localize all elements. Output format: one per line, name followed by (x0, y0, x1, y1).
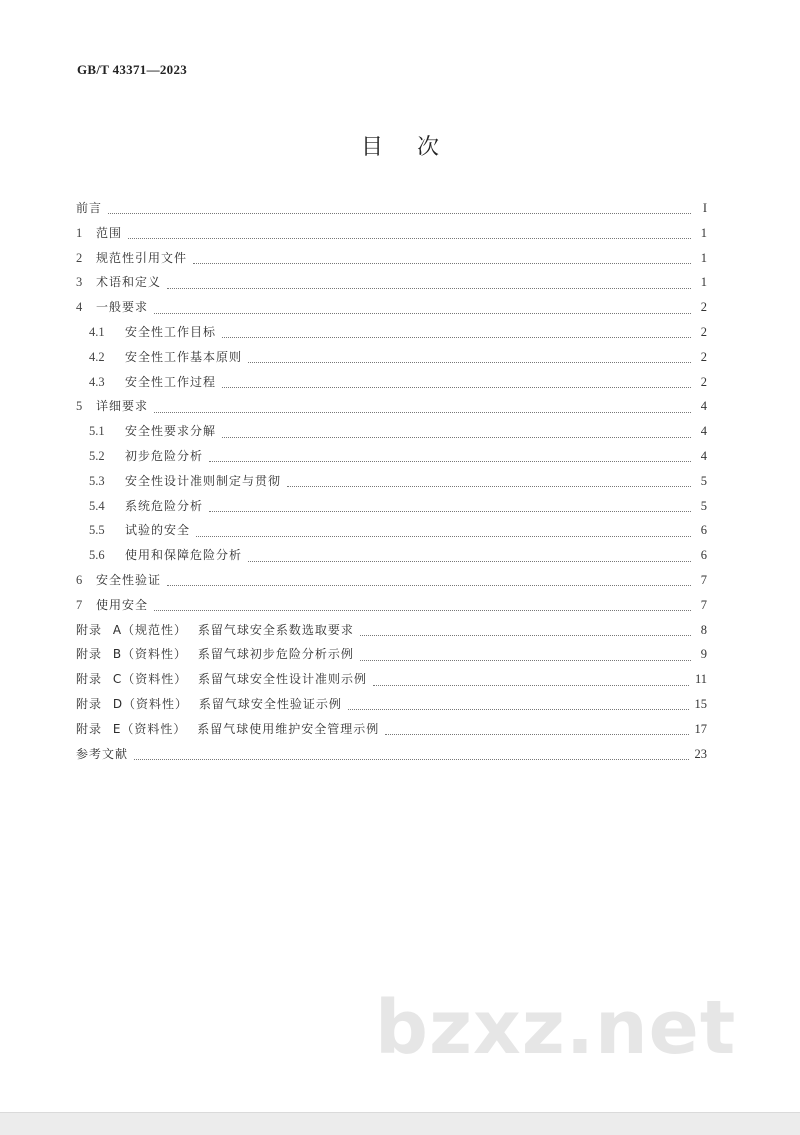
toc-entry-number: 5.5 (89, 523, 105, 538)
toc-entry-label: 附录 D（资料性） 系留气球安全性验证示例 (76, 696, 342, 711)
toc-dot-leader (196, 535, 691, 537)
toc-dot-leader (167, 287, 691, 289)
toc-entry[interactable] (76, 497, 707, 522)
toc-dot-leader (222, 386, 691, 388)
toc-entry-page: 1 (700, 225, 707, 240)
toc-dot-leader (360, 659, 691, 661)
toc-dot-leader (193, 262, 691, 264)
toc-entry[interactable] (76, 571, 707, 596)
toc-entry[interactable] (76, 373, 707, 398)
toc-dot-leader (248, 361, 691, 363)
toc-dot-leader (373, 684, 689, 686)
toc-entry-number: 5.3 (89, 473, 105, 488)
toc-entry-number: 1 (76, 225, 83, 240)
toc-entry-page: I (702, 201, 707, 215)
toc-entry-number: 3 (76, 275, 83, 290)
toc-dot-leader (222, 436, 691, 438)
toc-entry-label: 安全性工作过程 (125, 374, 217, 389)
toc-entry[interactable] (76, 224, 707, 249)
toc-entry-number: 5.2 (89, 448, 105, 463)
toc-entry-label: 附录 C（资料性） 系留气球安全性设计准则示例 (76, 672, 368, 687)
page-bottom-edge (0, 1112, 800, 1135)
toc-entry-label: 安全性要求分解 (125, 424, 217, 439)
toc-entry-label: 前言 (76, 201, 103, 215)
toc-entry-label: 安全性验证 (96, 572, 162, 587)
toc-entry-label: 一般要求 (96, 300, 149, 315)
toc-entry-page: 4 (700, 448, 707, 463)
toc-entry[interactable] (76, 596, 707, 621)
toc-entry[interactable] (76, 422, 707, 447)
toc-entry-number: 6 (76, 572, 83, 587)
toc-entry-label: 附录 B（资料性） 系留气球初步危险分析示例 (76, 647, 354, 662)
toc-entry-page: 17 (694, 721, 707, 736)
toc-entry-page: 9 (700, 647, 707, 662)
toc-entry-label: 术语和定义 (96, 275, 162, 290)
toc-dot-leader (128, 237, 691, 239)
toc-dot-leader (248, 560, 691, 562)
toc-entry[interactable] (76, 472, 707, 497)
toc-entry[interactable] (76, 249, 707, 274)
toc-entry-number: 2 (76, 250, 83, 265)
toc-entry-label: 安全性设计准则制定与贯彻 (125, 473, 282, 488)
toc-entry-number: 5.4 (89, 498, 105, 513)
toc-entry-page: 2 (700, 300, 707, 315)
toc-entry-number: 5.6 (89, 548, 105, 563)
toc-dot-leader (209, 460, 691, 462)
toc-dot-leader (222, 336, 691, 338)
toc-title (0, 130, 800, 161)
toc-dot-leader (154, 609, 691, 611)
toc-entry[interactable] (76, 546, 707, 571)
toc-entry-page: 5 (700, 498, 707, 513)
toc-entry[interactable] (76, 745, 707, 770)
toc-entry-page: 6 (700, 548, 707, 563)
toc-entry[interactable] (76, 323, 707, 348)
toc-dot-leader (167, 584, 691, 586)
toc-entry[interactable] (76, 447, 707, 472)
toc-entry-label: 试验的安全 (125, 523, 191, 538)
toc-entry-page: 8 (700, 622, 707, 637)
toc-entry-number: 4.1 (89, 324, 105, 339)
toc-entry-label: 使用和保障危险分析 (125, 548, 243, 563)
toc-title-char-2: 次 (417, 135, 440, 160)
toc-entry-number: 7 (76, 597, 83, 612)
toc-dot-leader (360, 634, 691, 636)
toc-entry-page: 15 (694, 696, 707, 711)
toc-entry-label: 附录 E（资料性） 系留气球使用维护安全管理示例 (76, 721, 380, 736)
toc-dot-leader (385, 733, 688, 735)
toc-entry-number: 4.3 (89, 374, 105, 389)
toc-dot-leader (348, 708, 689, 710)
toc-entry-page: 4 (700, 424, 707, 439)
toc-entry[interactable] (76, 695, 707, 720)
toc-entry-label: 详细要求 (96, 399, 149, 414)
toc-entry-label: 初步危险分析 (125, 448, 204, 463)
toc-dot-leader (209, 510, 691, 512)
toc-entry-label: 规范性引用文件 (96, 250, 188, 265)
toc-entry-page: 4 (700, 399, 707, 414)
toc-entry-page: 7 (700, 572, 707, 587)
toc-entry-page: 23 (694, 746, 707, 761)
toc-entry[interactable] (76, 521, 707, 546)
toc-dot-leader (108, 212, 691, 214)
toc-entry-label: 安全性工作基本原则 (125, 349, 243, 364)
toc-entry[interactable] (76, 670, 707, 695)
toc-entry-page: 2 (700, 324, 707, 339)
toc-entry[interactable] (76, 273, 707, 298)
toc-entry[interactable] (76, 199, 707, 224)
toc-dot-leader (154, 312, 691, 314)
toc-entry-page: 1 (700, 250, 707, 265)
toc-entry-label: 系统危险分析 (125, 498, 204, 513)
toc-entry-label: 附录 A（规范性） 系留气球安全系数选取要求 (76, 622, 354, 637)
toc-dot-leader (154, 411, 691, 413)
toc-entry[interactable] (76, 397, 707, 422)
toc-entry-page: 6 (700, 523, 707, 538)
toc-entry-number: 5.1 (89, 424, 105, 439)
toc-entry[interactable] (76, 720, 707, 745)
standard-code: GB/T 43371—2023 (77, 62, 188, 77)
toc-entry[interactable] (76, 645, 707, 670)
toc-dot-leader (287, 485, 691, 487)
toc-entry-number: 5 (76, 399, 83, 414)
toc-entry-label: 安全性工作目标 (125, 324, 217, 339)
toc-entry[interactable] (76, 348, 707, 373)
toc-entry[interactable] (76, 621, 707, 646)
toc-dot-leader (134, 758, 688, 760)
toc-entry-page: 2 (700, 374, 707, 389)
toc-title-char-1: 目 (360, 135, 383, 160)
toc-entry-label: 参考文献 (76, 746, 129, 761)
toc-entry-label: 范围 (96, 225, 123, 240)
toc-entry[interactable] (76, 298, 707, 323)
toc-entry-page: 5 (700, 473, 707, 488)
toc-entry-number: 4.2 (89, 349, 105, 364)
toc-entry-page: 2 (700, 349, 707, 364)
watermark: bzxz.net (375, 985, 737, 1071)
toc-entry-page: 7 (700, 597, 707, 612)
toc-entry-label: 使用安全 (96, 597, 149, 612)
toc-list (76, 199, 707, 769)
toc-entry-number: 4 (76, 300, 83, 315)
toc-entry-page: 11 (694, 672, 707, 687)
toc-entry-page: 1 (700, 275, 707, 290)
